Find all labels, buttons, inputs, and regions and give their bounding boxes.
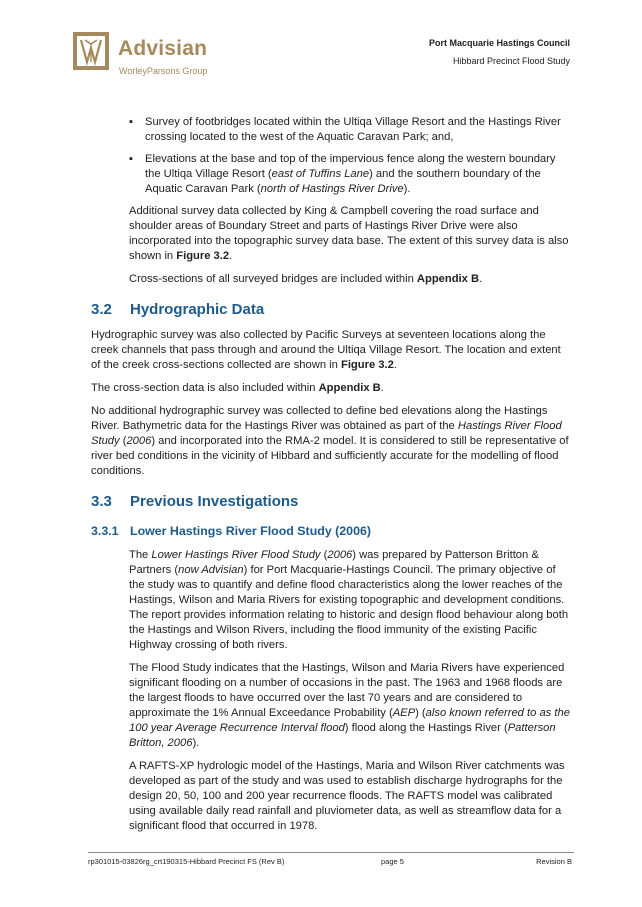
text-run: . (380, 382, 384, 394)
bullet-list (91, 115, 571, 197)
text-run: ) ( (415, 707, 426, 719)
footer-document-reference: rp301015-03826rg_crt190315-Hibbard Precinct FS (Rev B) (88, 857, 285, 866)
text-run: . (229, 250, 233, 262)
bullet-text: ) and the southern boundary of the Aquatic Caravan Park ( (145, 168, 541, 195)
client-name: Port Macquarie Hastings Council (428, 38, 570, 48)
text-run: The (129, 549, 152, 561)
bullet-text-italic: east of Tuffins Lane (271, 168, 370, 180)
section-title: Previous Investigations (130, 493, 299, 510)
paragraph-lower-hastings-3 (129, 759, 571, 834)
section-heading-3-3 (91, 493, 571, 511)
footer-page-number: page 5 (381, 857, 404, 866)
brand-name: Advisian (118, 37, 208, 60)
paragraph-cross-sections (129, 272, 571, 287)
appendix-reference: Appendix B (318, 382, 381, 394)
section-title: Hydrographic Data (130, 301, 265, 318)
paragraph-hydro-1 (91, 328, 571, 373)
paragraph-lower-hastings-1 (129, 548, 571, 653)
text-run: ). (192, 737, 200, 749)
brand-subtitle: WorleyParsons Group (119, 66, 208, 76)
text-run: The Flood Study indicates that the Hastings, Wilson and Maria Rivers have experienced significant flooding on a number of occasions in the past. The 1963 and 1968 floods are the largest floods to have occurred over the last 70 years and are considered to approximate the 1% Annual Exceedance Probability ( (129, 662, 565, 719)
text-run-italic: now Advisian (178, 564, 244, 576)
paragraph-hydro-2 (91, 381, 571, 396)
bullet-text: ). (403, 183, 411, 195)
section-heading-3-2 (91, 301, 571, 319)
section-number: 3.2 (91, 301, 112, 318)
text-run-italic: 2006 (126, 435, 152, 447)
text-run: Hydrographic survey was also collected by Pacific Surveys at seventeen locations along the creek channels that pass through and around the Ultiqa Village Resort. The location and extent of the creek cross-sections collected are shown in (91, 329, 561, 371)
text-run-italic: Patterson Britton, 2006 (129, 722, 556, 749)
text-run: ) was prepared by Patterson Britton & Partners ( (129, 549, 539, 576)
footer-revision: Revision B (536, 857, 572, 866)
body-content (91, 115, 571, 842)
appendix-reference: Appendix B (416, 273, 480, 285)
list-item (91, 152, 571, 197)
section-title: Lower Hastings River Flood Study (2006) (130, 524, 371, 538)
bullet-icon: ▪ (129, 116, 133, 128)
section-number: 3.3.1 (91, 524, 119, 538)
text-run-italic: Hastings River Flood Study (91, 420, 562, 447)
text-run-italic: also known referred to as the 100 year Average Recurrence Interval flood (129, 707, 570, 734)
paragraph-lower-hastings-2 (129, 661, 571, 751)
text-run: No additional hydrographic survey was collected to define bed elevations along the Hastings River. Bathymetric data for the Hastings River was obtained as part of the (91, 405, 548, 432)
text-run-italic: 2006 (327, 549, 353, 561)
text-run: Additional survey data collected by King & Campbell covering the road surface and shoulder areas of Boundary Street and parts of Hastings River Drive were also incorporated into the topographic survey data base. The extent of this survey data is also shown in (129, 205, 569, 262)
text-run-italic: Lower Hastings River Flood Study (151, 549, 321, 561)
section-number: 3.3 (91, 493, 112, 510)
text-run: The cross-section data is also included within (91, 382, 319, 394)
advisian-logo-icon (73, 32, 109, 70)
paragraph-hydro-3 (91, 404, 571, 479)
bullet-text: Elevations at the base and top of the impervious fence along the western boundary the Ultiqa Village Resort ( (145, 153, 556, 180)
list-item (91, 115, 571, 145)
text-run: A RAFTS-XP hydrologic model of the Hastings, Maria and Wilson River catchments was developed as part of the study and was used to establish discharge hydrographs for the design 20, 50, 100 and 200 year recurrence floods. The RAFTS model was calibrated using available daily read rainfall and pluviometer data, as well as streamflow data for a significant flood that occurred in 1978. (129, 760, 565, 832)
text-run: . (479, 273, 483, 285)
project-name: Hibbard Precinct Flood Study (452, 56, 570, 66)
text-run: ( (119, 435, 127, 447)
subsection-heading-3-3-1 (91, 523, 571, 539)
text-run: ) and incorporated into the RMA-2 model. It is considered to still be representative of river bed conditions in the vicinity of Hibbard and sufficiently accurate for the modelling of flood conditions. (91, 435, 569, 477)
text-run-italic: AEP (392, 707, 416, 719)
text-run: Cross-sections of all surveyed bridges are included within (129, 273, 417, 285)
figure-reference: Figure 3.2 (176, 250, 230, 262)
text-run: ) for Port Macquarie-Hastings Council. The primary objective of the study was to quantify and define flood characteristics along the lower reaches of the Hastings, Wilson and Maria Rivers for existing topographic and development conditions. The report provides information relating to historic and design flood behaviour along both the Hastings and Wilson Rivers, including the flood immunity of the existing Pacific Highway crossing of both rivers. (129, 564, 569, 651)
text-run: ( (320, 549, 328, 561)
text-run: . (393, 359, 397, 371)
paragraph-additional-survey (129, 204, 571, 264)
text-run: ) flood along the Hastings River ( (344, 722, 508, 734)
bullet-text-italic: north of Hastings River Drive (260, 183, 404, 195)
figure-reference: Figure 3.2 (340, 359, 394, 371)
footer-divider (88, 852, 574, 853)
bullet-icon: ▪ (129, 153, 133, 165)
bullet-text: Survey of footbridges located within the Ultiqa Village Resort and the Hastings River crossing located to the west of the Aquatic Caravan Park; and, (145, 116, 561, 143)
